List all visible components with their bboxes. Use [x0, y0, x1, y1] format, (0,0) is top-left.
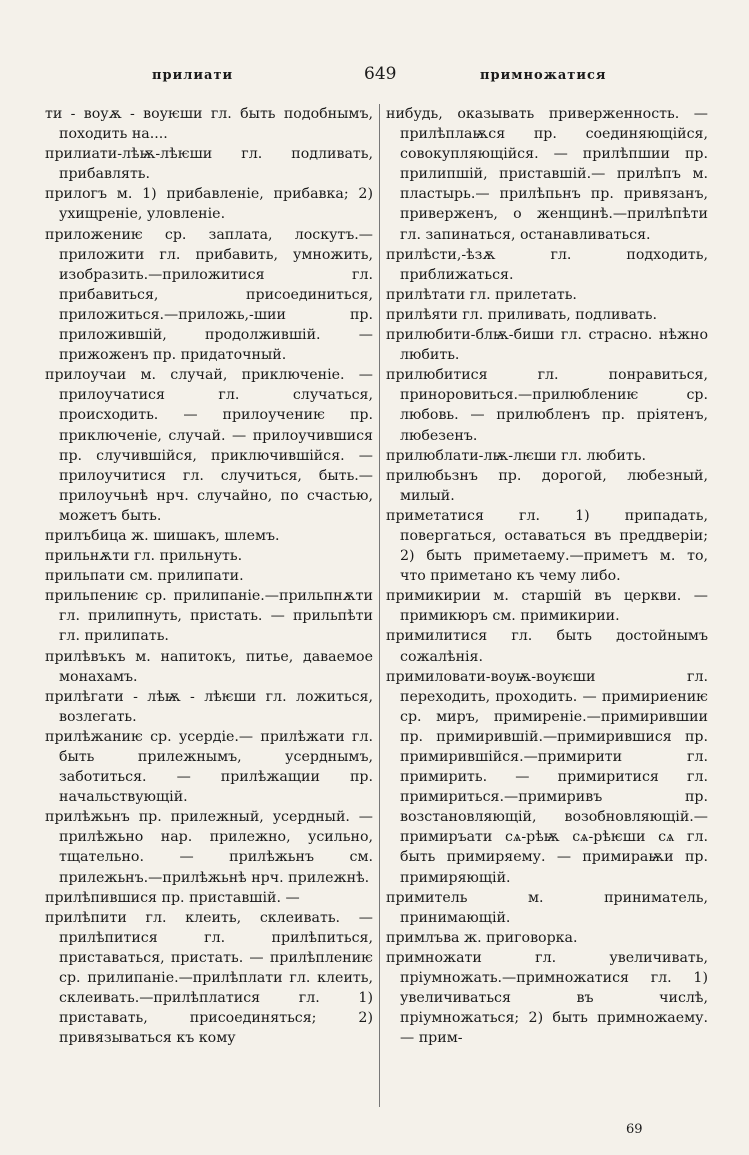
header-right-guide-word: примножатися	[480, 68, 607, 83]
dictionary-entry: прилъбица ж. шишакъ, шлемъ.	[45, 527, 280, 544]
dictionary-entry: прилѣжаниѥ ср. усердіе.— прилѣжати гл. быть прилежнымъ, усерднымъ, заботиться. — прилѣжащии пр. начальствующій.	[45, 728, 373, 806]
dictionary-entry: прилѣпившися пр. приставшій. —	[45, 889, 300, 906]
dictionary-entry: нибудь, оказывать приверженность. —прилѣплаѭся пр. соединяющійся, совокупляющійся. — прилѣпшии пр. прилипшій, приставшій.— прилѣпъ м. пластырь.— прилѣпьнъ пр. привязанъ, приверженъ, о женщинѣ.—прилѣпѣти гл. запинаться, останавливаться.	[386, 106, 708, 243]
dictionary-entry: прилѣжьнъ пр. прилежный, усердный. —прилѣжьно нар. прилежно, усильно, тщательно. — прилѣжьнъ см. прилежьнъ.—прилѣжьнѣ нрч. прилежнѣ.	[45, 809, 373, 886]
dictionary-entry: прилѣвъкъ м. напитокъ, питье, даваемое монахамъ.	[45, 648, 373, 685]
dictionary-entry: прилогъ м. 1) прибавленіе, прибавка; 2) ухищреніе, уловленіе.	[45, 186, 373, 223]
dictionary-entry: прилѣяти гл. приливать, подливать.	[386, 306, 658, 323]
running-header	[0, 62, 749, 92]
dictionary-entry: ти - воуѫ - воуѥши гл. быть подобнымъ, походить на....	[45, 106, 373, 143]
right-column	[386, 104, 708, 1104]
column-divider	[379, 104, 380, 1107]
dictionary-entry: прилоучаи м. случай, приключеніе. —прилоучатися гл. случаться, происходить. — прилоучениѥ пр. приключеніе, случай. — прилоучившися пр. случившійся, приключившійся. — прилоучитися гл. случиться, быть.—прилоучьнѣ нрч. случайно, по счастью, можетъ быть.	[45, 367, 373, 524]
dictionary-entry: прилѣсти,-ѣзѫ гл. подходить, приближаться.	[386, 246, 708, 283]
dictionary-entry: прильпениѥ ср. прилипаніе.—прильпнѫти гл. прилипнуть, пристать. — прильпѣти гл. прилипать.	[45, 588, 373, 645]
dictionary-entry: прилюбитися гл. понравиться, приноровиться.—прилюблениѥ ср. любовь. — прилюбленъ пр. пріятенъ, любезенъ.	[386, 367, 708, 444]
dictionary-entry: примилитися гл. быть достойнымъ сожалѣнія.	[386, 628, 708, 665]
dictionary-entry: примлъва ж. приговорка.	[386, 929, 578, 946]
dictionary-entry: прилѣгати - лѣѭ - лѣѥши гл. ложиться, возлегать.	[45, 688, 373, 725]
printer-signature-mark: 69	[626, 1122, 643, 1137]
dictionary-entry: прилѣпити гл. клеить, склеивать. — прилѣпитися гл. прилѣпиться, приставаться, пристать. — прилѣплениѥ ср. прилипаніе.—прилѣплати гл. клеить, склеивать.—прилѣплатися гл. 1) приставать, присоединяться; 2) привязываться къ кому	[45, 909, 373, 1047]
dictionary-entry: прильнѫти гл. прильнуть.	[45, 548, 243, 565]
dictionary-entry: прилѣтати гл. прилетать.	[386, 286, 577, 303]
dictionary-entry: прилиати-лѣѭ-лѣѥши гл. подливать, прибавлять.	[45, 146, 373, 183]
dictionary-entry: приложениѥ ср. заплата, лоскутъ.— приложити гл. прибавить, умножить, изобразить.—приложитися гл. прибавиться, присоединиться, приложиться.—приложь,-шии пр. приложившій, продолжившій. — прижоженъ пр. придаточный.	[45, 226, 373, 364]
dictionary-entry: примитель м. приниматель, принимающій.	[386, 889, 708, 926]
left-column	[45, 104, 373, 1104]
dictionary-entry: прильпати см. прилипати.	[45, 568, 244, 585]
dictionary-entry: примножати гл. увеличивать, пріумножать.—примножатися гл. 1) увеличиваться въ числѣ, пріумножаться; 2) быть примножаему. — прим-	[386, 949, 708, 1047]
dictionary-entry: прилюбьзнъ пр. дорогой, любезный, милый.	[386, 467, 708, 504]
header-left-guide-word: прилиати	[152, 68, 234, 83]
dictionary-entry: примикирии м. старшій въ церкви. —примикюръ см. примикирии.	[386, 588, 708, 625]
dictionary-entry: прилюблати-лѭ-лѥши гл. любить.	[386, 447, 646, 464]
dictionary-entry: прилюбити-блѭ-биши гл. страсно. нѣжно любить.	[386, 327, 708, 364]
page-number: 649	[364, 64, 397, 84]
dictionary-entry: приметатися гл. 1) припадать, повергаться, оставаться въ преддверіи; 2) быть приметаему.—приметъ м. то, что приметано къ чему либо.	[386, 507, 708, 585]
dictionary-entry: примиловати-воуѭ-воуѥши гл. переходить, проходить. — примириениѥ ср. миръ, примиреніе.—примирившии пр. примирившій.—примирившися пр. примирившійся.—примирити гл. примирить. — примиритися гл. примириться.—примиривъ пр. возстановляющій, возобновляющій.—примиръати сѧ-рѣѭ сѧ-рѣѥши сѧ гл. быть примиряему. — примираѭи пр. примиряющій.	[386, 668, 708, 886]
